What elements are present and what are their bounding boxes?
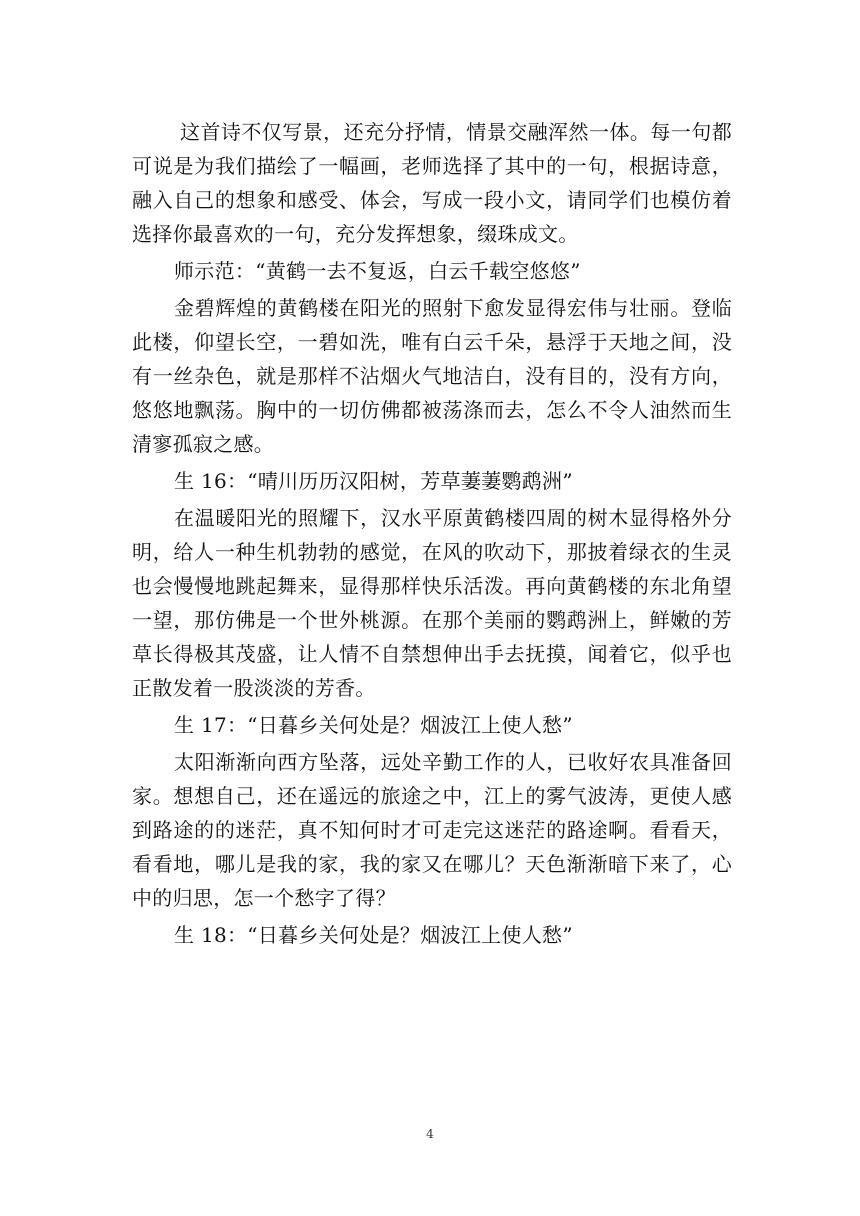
- student-17-text: 太阳渐渐向西方坠落，远处辛勤工作的人，已收好农具准备回家。想想自己，还在遥远的旅途之中，江上的雾气波涛，更使人感到路途的的迷茫，真不知何时才可走完这迷茫的路途啊。看看天，看看地，哪儿是我的家，我的家又在哪儿？天色渐渐暗下来了，心中的归思，怎一个愁字了得？: [132, 750, 732, 910]
- student-18-heading: 生 18：“日暮乡关何处是？烟波江上使人愁”: [174, 923, 573, 947]
- teacher-example-text: 金碧辉煌的黄鹤楼在阳光的照射下愈发显得宏伟与壮丽。登临此楼，仰望长空，一碧如洗，唯有白云千朵，悬浮于天地之间，没有一丝杂色，就是那样不沾烟火气地洁白，没有目的，没有方向，悠悠地飘荡。胸中的一切仿佛都被荡涤而去，怎么不令人油然而生清寥孤寂之感。: [132, 296, 732, 456]
- student-16-heading: 生 16：“晴川历历汉阳树，芳草萋萋鹦鹉洲”: [174, 469, 573, 493]
- student-16-text: 在温暖阳光的照耀下，汉水平原黄鹤楼四周的树木显得格外分明，给人一种生机勃勃的感觉，在风的吹动下，那披着绿衣的生灵也会慢慢地跳起舞来，显得那样快乐活泼。再向黄鹤楼的东北角望一望，那仿佛是一个世外桃源。在那个美丽的鹦鹉洲上，鲜嫩的芳草长得极其茂盛，让人情不自禁想伸出手去抚摸，闻着它，似乎也正散发着一股淡淡的芳香。: [132, 506, 732, 700]
- intro-paragraph: 这首诗不仅写景，还充分抒情，情景交融浑然一体。每一句都可说是为我们描绘了一幅画，老师选择了其中的一句，根据诗意，融入自己的想象和感受、体会，写成一段小文，请同学们也模仿着选择你最喜欢的一句，充分发挥想象，缀珠成文。: [132, 120, 732, 246]
- document-body: [132, 115, 732, 955]
- student-17-heading: 生 17：“日暮乡关何处是？烟波江上使人愁”: [174, 713, 573, 737]
- page-number: 4: [426, 1127, 434, 1141]
- teacher-example-heading: 师示范：“黄鹤一去不复返，白云千载空悠悠”: [174, 259, 581, 283]
